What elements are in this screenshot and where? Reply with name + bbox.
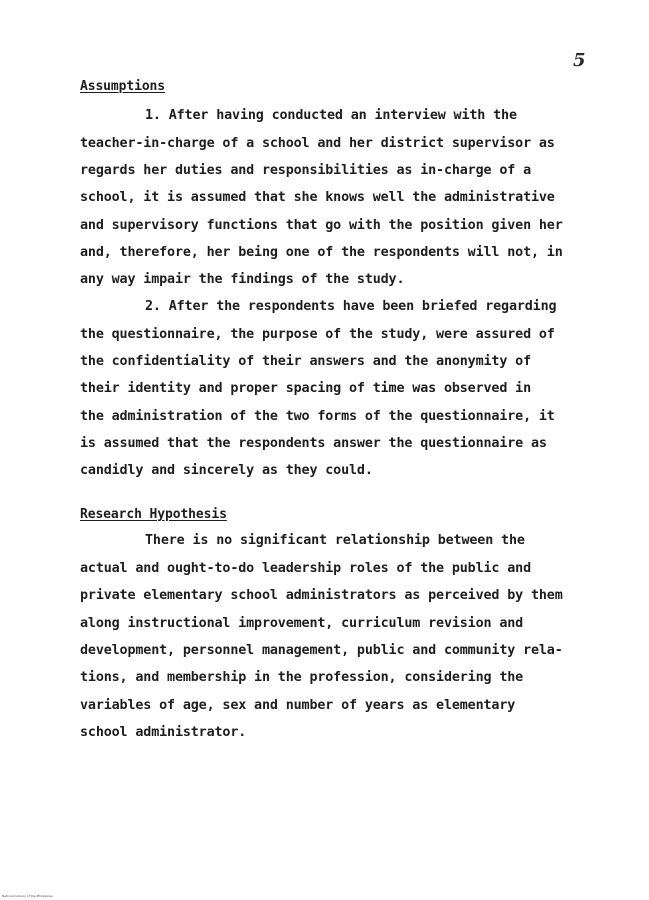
assumptions-line: the questionnaire, the purpose of the study, were assured of [80,327,555,342]
assumptions-line: their identity and proper spacing of time was observed in [80,381,531,396]
assumptions-line: 1. After having conducted an interview with the [145,108,517,123]
footer-text: National Library of the Philippines [2,894,53,898]
page-number: 5 [573,50,586,71]
hypothesis-line: tions, and membership in the profession, considering the [80,670,524,685]
hypothesis-line: variables of age, sex and number of years as elementary [80,698,516,713]
assumptions-line: is assumed that the respondents answer the questionnaire as [80,436,547,451]
assumptions-line: the confidentiality of their answers and the anonymity of [80,354,531,369]
hypothesis-line: actual and ought-to-do leadership roles of the public and [80,561,531,576]
assumptions-line: teacher-in-charge of a school and her district supervisor as [80,136,555,151]
hypothesis-line: along instructional improvement, curriculum revision and [80,616,524,631]
assumptions-line: and supervisory functions that go with the position given her [80,218,563,233]
hypothesis-line: There is no significant relationship between the [145,533,525,548]
assumptions-line: school, it is assumed that she knows well the administrative [80,190,555,205]
assumptions-line: any way impair the findings of the study. [80,272,405,287]
assumptions-line: 2. After the respondents have been briefed regarding [145,299,557,314]
assumptions-line: regards her duties and responsibilities as in-charge of a [80,163,531,178]
assumptions-line: and, therefore, her being one of the respondents will not, in [80,245,563,260]
hypothesis-line: private elementary school administrators as perceived by them [80,588,563,603]
hypothesis-heading: Research Hypothesis [80,507,227,522]
assumptions-line: the administration of the two forms of the questionnaire, it [80,409,555,424]
assumptions-heading: Assumptions [80,79,165,94]
assumptions-line: candidly and sincerely as they could. [80,463,373,478]
hypothesis-line: school administrator. [80,725,247,740]
hypothesis-line: development, personnel management, public and community rela- [80,643,563,658]
